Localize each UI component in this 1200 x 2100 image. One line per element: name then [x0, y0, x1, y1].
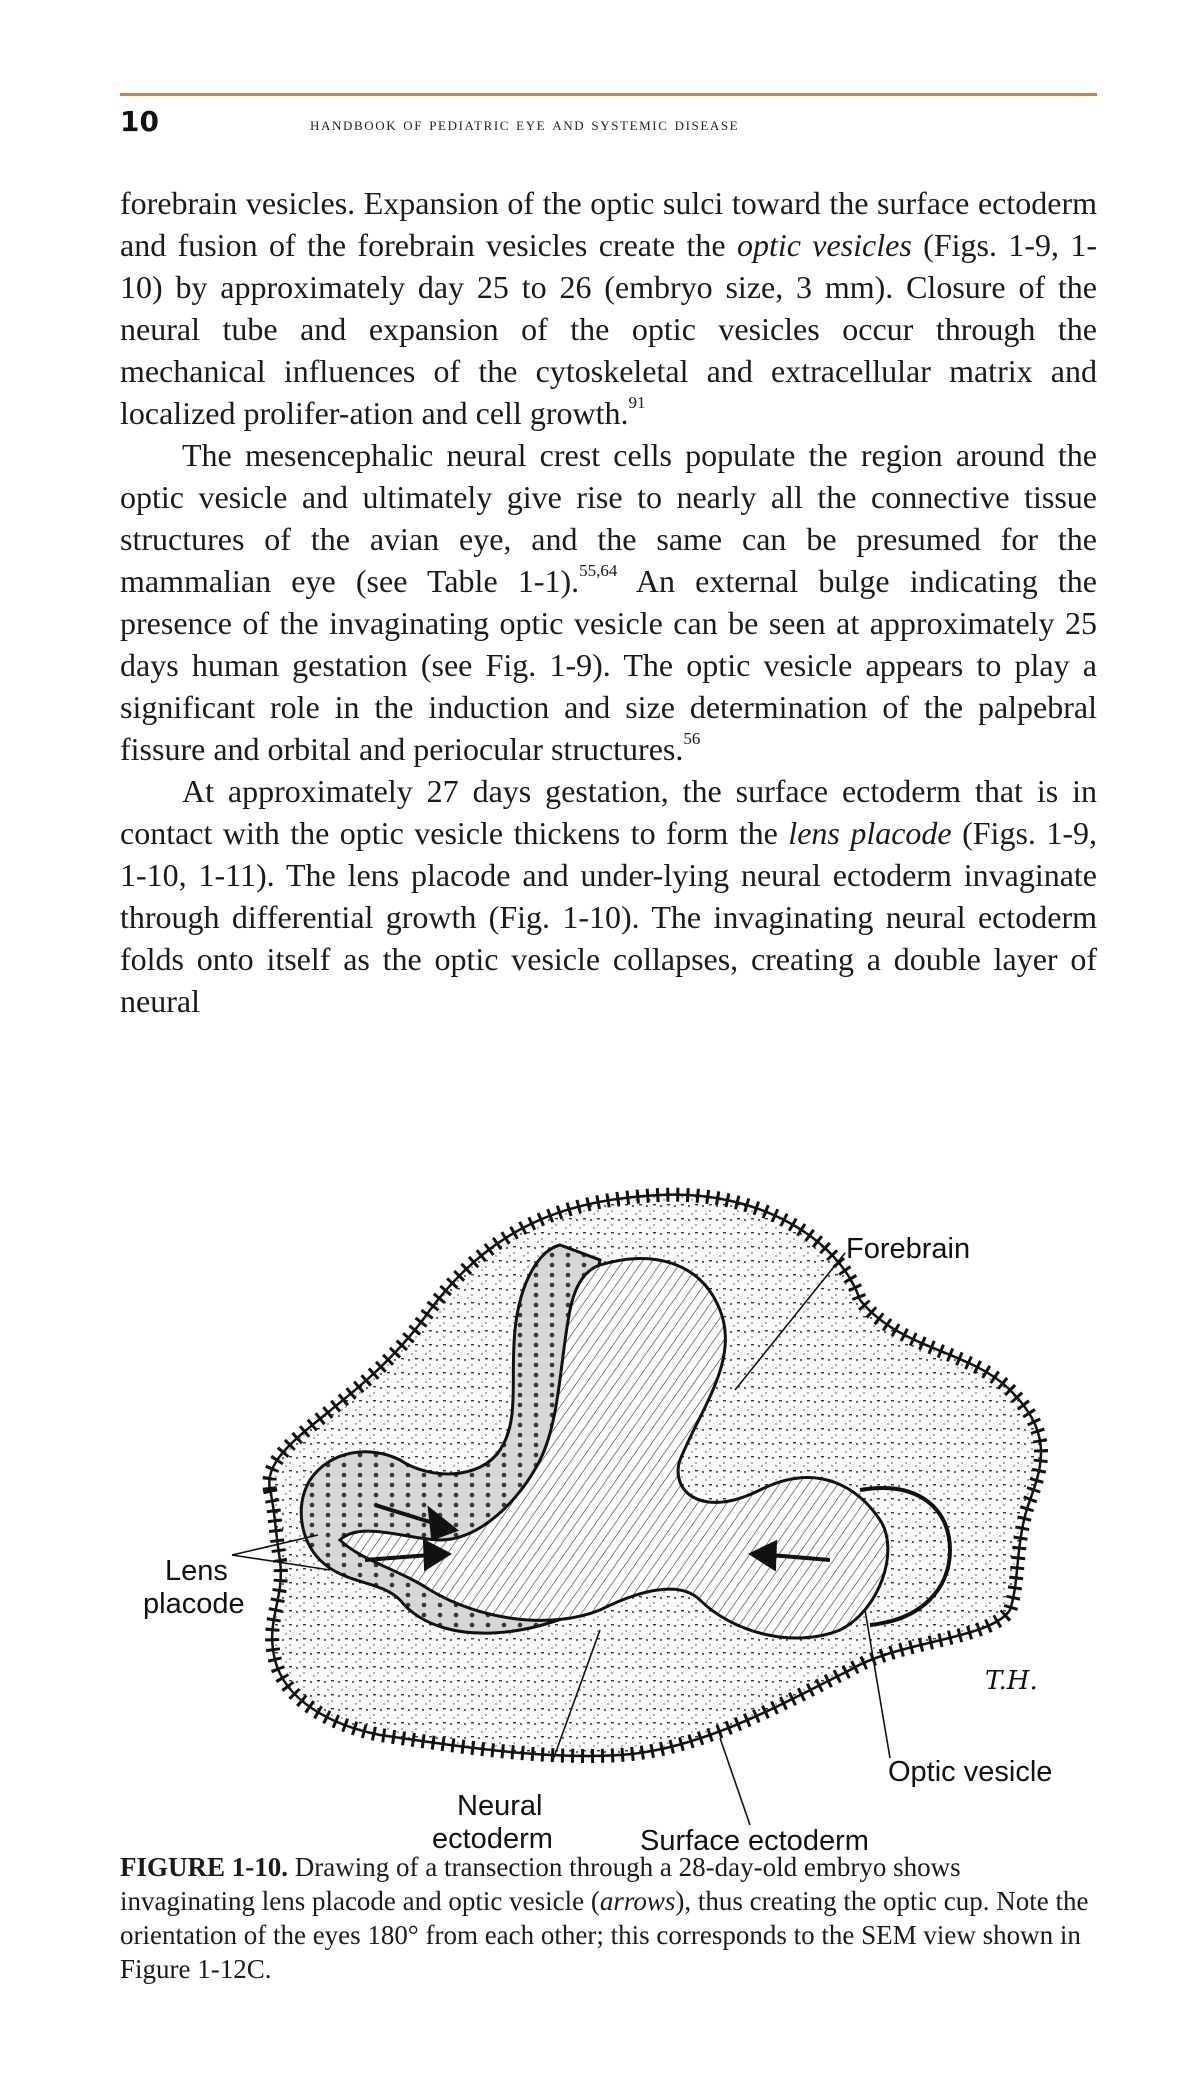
- figure-caption: FIGURE 1-10. Drawing of a transection through a 28-day-old embryo shows invaginating lens placode and optic vesicle (arrows), thus creating the optic cup. Note the orientation of the eyes 180° from each other; this corresponds to the SEM view shown in Figure 1-12C.: [120, 1852, 1089, 1984]
- page-number: 10: [120, 105, 159, 138]
- label-placode: placode: [143, 1588, 245, 1620]
- label-ectoderm: ectoderm: [432, 1823, 553, 1855]
- label-lens: Lens: [165, 1555, 228, 1587]
- reference: 56: [683, 729, 701, 749]
- figure-embryo-transection: [0, 1160, 1200, 1860]
- header-rule: [120, 93, 1097, 96]
- paragraph-3: At approximately 27 days gestation, the surface ectoderm that is in contact with the optic vesicle thickens to form the lens placode (Figs. 1-9, 1-10, 1-11). The lens placode and under-lying neural ectoderm invaginate through differential growth (Fig. 1-10). The invaginating neural ectoderm folds onto itself as the optic vesicle collapses, creating a double layer of neural: [120, 773, 1098, 1019]
- reference: 91: [628, 393, 646, 413]
- artist-signature: T.H.: [985, 1666, 1038, 1696]
- embryo-drawing: [0, 1160, 1200, 1860]
- caption-label: FIGURE 1-10.: [120, 1852, 288, 1882]
- running-title: handbook of pediatric eye and systemic disease: [310, 114, 740, 134]
- paragraph-2: The mesencephalic neural crest cells populate the region around the optic vesicle and ultimately give rise to nearly all the connective tissue structures of the avian eye, and the same can be presumed for the mammalian eye (see Table 1-1).$^{55,64}$ An external bulge indicating the presence of the invaginating optic vesicle can be seen at approximately 25 days human gestation (see Fig. 1-9). The optic vesicle appears to play a significant role in the induction and size determination of the palpebral fissure and orbital and periocular structures.$^{56}$: [120, 437, 1098, 767]
- label-surface-ectoderm: Surface ectoderm: [640, 1825, 869, 1857]
- term-lens-placode: lens placode: [788, 815, 952, 851]
- term-optic-vesicles: optic vesicles: [736, 227, 912, 263]
- label-forebrain: Forebrain: [846, 1233, 971, 1265]
- label-neural: Neural: [457, 1790, 543, 1822]
- reference: 55,64: [579, 561, 618, 581]
- paragraph-1: forebrain vesicles. Expansion of the optic sulci toward the surface ectoderm and fusion of the forebrain vesicles create the optic vesicles (Figs. 1-9, 1-10) by approximately day 25 to 26 (embryo size, 3 mm). Closure of the neural tube and expansion of the optic vesicles occur through the mechanical influences of the cytoskeletal and extracellular matrix and localized prolifer-ation and cell growth.$^{91}$: [120, 185, 1098, 431]
- body-text: [120, 182, 1097, 1022]
- label-optic-vesicle: Optic vesicle: [888, 1756, 1053, 1788]
